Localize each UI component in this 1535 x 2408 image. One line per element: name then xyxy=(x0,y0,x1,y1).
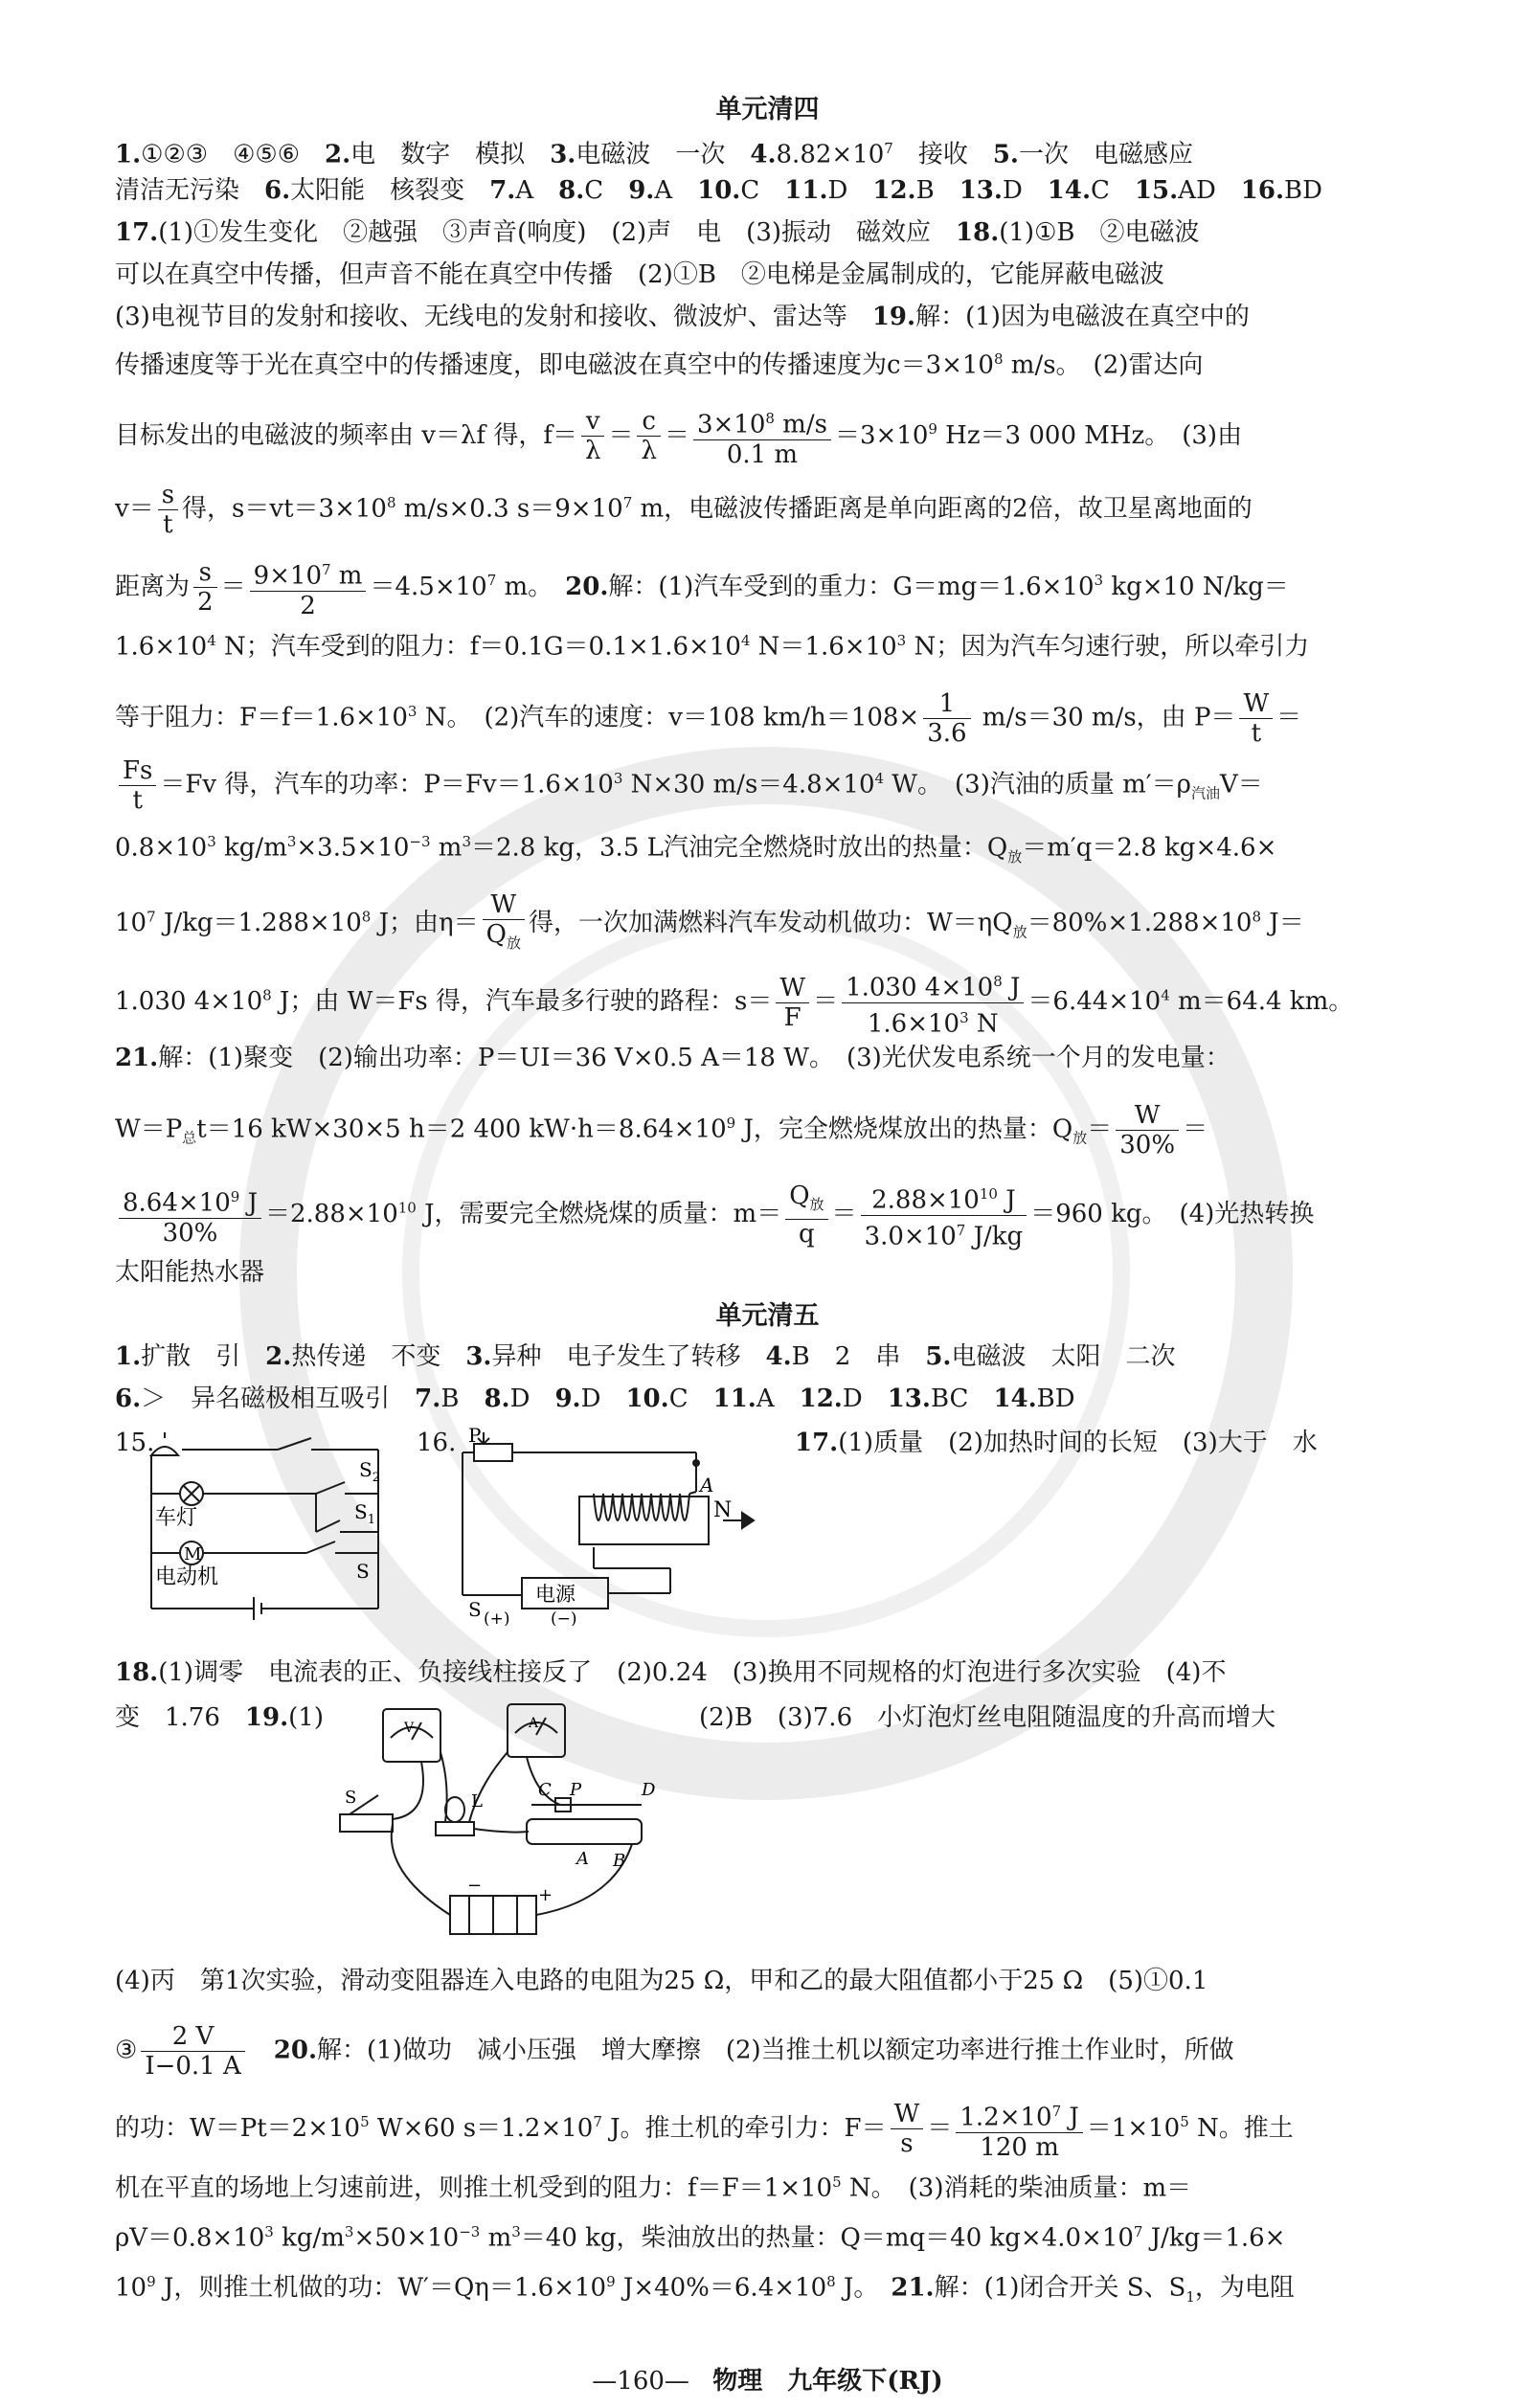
unit5-q20-line-3: 的功：$W=Pt=2\times 10^5$ W×60 $s=1.2\times 10^7$ J。推土机的牵引力：F＝ $\frac{W}{s}$ ＝ $\frac{1.2\times 10^7 J}{120 m}$ $=1\times 10^5$ N。推土 xyxy=(115,2097,1294,2162)
q19-minus-label: − xyxy=(467,1876,483,1896)
q16-plus-label: (+) xyxy=(484,1609,510,1626)
q19-l-label: L xyxy=(471,1791,483,1812)
q19-p-label: P xyxy=(570,1780,582,1800)
q19-a-label: A xyxy=(576,1849,589,1869)
unit5-q20-line-5: $\rho V=0.8\times 10^3$ $kg/m^3\times 50\times 10^{-3}$ $m^3=40$ kg，柴油放出的热量：Q＝mq＝40 $kg\times 4.0\times 10^7$ J/kg＝1.6× xyxy=(115,2223,1286,2253)
q16-minus-label: (−) xyxy=(551,1609,577,1626)
unit4-line-9: 距离为 $\frac{s}{2}$ ＝ $\frac{9\times 10^7 m}{2}$ $=4.5\times 10^7$ m。 20.解：(1)汽车受到的重力：$G=mg=1.6\times 10^3$ kg×10 N/kg＝ xyxy=(115,555,1289,620)
q15-s2-label: $S_2$ xyxy=(359,1458,380,1485)
page-number: —160— xyxy=(592,2367,689,2396)
unit4-line-19: 太阳能热水器 xyxy=(115,1258,265,1287)
ammeter-icon: A xyxy=(529,1716,539,1731)
unit4-line-14: $10^7$ $J/kg=1.288\times 10^8$ J；由η＝ W $Q_放$ 得，一次加满燃料汽车发动机做功：$W=\eta Q_放=80\%\times 1.288\times 10^8$ J＝ xyxy=(115,890,1304,953)
unit5-q20-line-6: $10^9$ J，则推土机做的功：$W'=Q\eta=1.6\times 10^9$ $J\times 40\%=6.4\times 10^8$ J。 21.解：(1)闭合开关 S、$S_1$，为电阻 xyxy=(115,2273,1295,2306)
q16-source-label: 电源 xyxy=(535,1583,576,1606)
unit4-line-1: 1.①②③ ④⑤⑥ 2.电 数字 模拟 3.电磁波 一次 $4.8.82\times 10^7$ 接收 5.一次 电磁感应 xyxy=(115,140,1194,169)
q19-s-label: S xyxy=(345,1788,357,1808)
q19-plus-label: + xyxy=(538,1885,553,1905)
unit4-line-5: (3)电视节目的发射和接收、无线电的发射和接收、微波炉、雷达等 19.解：(1)因为电磁波在真空中的 xyxy=(115,303,1250,331)
unit5-q18-line-2: 变 1.76 19.(1) xyxy=(115,1703,324,1732)
q16-s-label: S xyxy=(468,1598,482,1621)
q16-label: 16. xyxy=(417,1429,457,1457)
q19-circuit-figure xyxy=(326,1699,689,1952)
unit5-q20-line-2: ③ $\frac{2 V}{I-0.1 A}$ 20.解：(1)做功 减小压强 增大摩擦 (2)当推土机以额定功率进行推土作业时，所做 xyxy=(115,2022,1234,2081)
page-footer xyxy=(0,2361,1535,2397)
q15-lamp-label: 车灯 xyxy=(155,1506,198,1530)
unit4-line-6: 传播速度等于光在真空中的传播速度，即电磁波在真空中的传播速度为$c=3\times 10^8$ m/s。 (2)雷达向 xyxy=(115,350,1204,380)
subject-label: 物理 九年级下(RJ) xyxy=(712,2367,943,2396)
unit4-line-3: 17.(1)①发生变化 ②越强 ③声音(响度) (2)声 电 (3)振动 磁效应 18.(1)①B ②电磁波 xyxy=(115,218,1200,247)
unit4-line-12: $\frac{Fs}{t}$ ＝Fv 得，汽车的功率：$P=Fv=1.6\times 10^3$ N×30 $m/s=4.8\times 10^4$ W。 (3)汽油的质量 $m'=\rho_{汽油}V=$ xyxy=(115,756,1263,815)
q15-circuit-figure xyxy=(144,1427,393,1632)
unit5-line-1: 1.扩散 引 2.热传递 不变 3.异种 电子发生了转移 4.B 2 串 5.电磁波 太阳 二次 xyxy=(115,1342,1176,1371)
motor-icon: M xyxy=(184,1544,202,1564)
q15-label: 15. xyxy=(115,1429,155,1457)
q16-p-label: P xyxy=(468,1425,482,1447)
q19-d-label: D xyxy=(642,1780,656,1800)
q15-s-label: S xyxy=(356,1560,370,1583)
unit4-line-16: 21.解：(1)聚变 (2)输出功率：P＝UI＝36 V×0.5 A＝18 W。 (3)光伏发电系统一个月的发电量： xyxy=(115,1044,1230,1072)
unit4-line-10: $1.6\times 10^4$ N；汽车受到的阻力：$f=0.1G=0.1\times 1.6\times 10^4$ $N=1.6\times 10^3$ N；因为汽车匀速行驶，所以牵引力 xyxy=(115,632,1310,662)
q15-s1-label: $S_1$ xyxy=(354,1500,375,1527)
unit4-line-2: 清洁无污染 6.太阳能 核裂变 7.A 8.C 9.A 10.C 11.D 12.B 13.D 14.C 15.AD 16.BD xyxy=(115,176,1322,205)
unit4-line-15: 1.030 $4\times 10^8$ J；由 W＝Fs 得，汽车最多行驶的路程：s＝ $\frac{W}{F}$ ＝ $\frac{1.030 4\times 10^8 J}{1.6\times 10^3 N}$ $=6.44\times 10^4$ m＝64.4 km。 xyxy=(115,967,1353,1038)
q19-b-label: B xyxy=(613,1851,626,1871)
unit5-title: 单元清五 xyxy=(715,1301,820,1331)
unit5-q20-line-1: (4)丙 第1次实验，滑动变阻器连入电路的电阻为25 Ω，甲和乙的最大阻值都小于25 Ω (5)①0.1 xyxy=(115,1967,1208,1995)
q16-n-label: N xyxy=(713,1498,733,1522)
unit4-line-8: v＝ $\frac{s}{t}$ 得，$s=vt=3\times 10^8$ m/s×0.3 $s=9\times 10^7$ m，电磁波传播距离是单向距离的2倍，故卫星离地面的 xyxy=(115,481,1253,539)
q15-motor-label: 电动机 xyxy=(155,1565,219,1589)
unit5-line-2: 6.＞ 异名磁极相互吸引 7.B 8.D 9.D 10.C 11.A 12.D 13.BC 14.BD xyxy=(115,1384,1075,1413)
unit4-line-4: 可以在真空中传播，但声音不能在真空中传播 (2)①B ②电梯是金属制成的，它能屏蔽电磁波 xyxy=(115,260,1164,289)
q19-answer-rest: (2)B (3)7.6 小灯泡灯丝电阻随温度的升高而增大 xyxy=(699,1703,1276,1732)
unit5-q20-line-4: 机在平直的场地上匀速前进，则推土机受到的阻力：$f=F=1\times 10^5$ N。 (3)消耗的柴油质量：m＝ xyxy=(115,2173,1192,2203)
q17-answer: 17.(1)质量 (2)加热时间的长短 (3)大于 水 xyxy=(795,1429,1318,1457)
q19-c-label: C xyxy=(538,1780,552,1800)
q16-electromagnet-figure xyxy=(455,1425,771,1630)
voltmeter-icon: V xyxy=(404,1721,415,1736)
unit4-title: 单元清四 xyxy=(715,95,820,124)
unit4-line-13: $0.8\times 10^3$ $kg/m^3\times 3.5\times 10^{-3}$ $m^3=2.8$ kg，3.5 L汽油完全燃烧时放出的热量：$Q_放=m'q=2.8$ kg×4.6× xyxy=(115,833,1277,866)
unit4-line-18: $\frac{8.64\times 10^9 J}{30\%}$ $=2.88\times 10^{10}$ J，需要完全燃烧煤的质量：m＝ $Q_放$ q ＝ $\frac{2.88\times 10^{10} J}{3.0\times 10^7 J/kg}$ ＝960 kg。 (4)光热转换 xyxy=(115,1180,1314,1250)
unit4-line-7: 目标发出的电磁波的频率由 v＝λf 得，f＝ $\frac{v}{\lambda}$ ＝ $\frac{c}{\lambda}$ ＝ $\frac{3\times 10^8 m/s}{0.1 m}$ $=3\times 10^9$ Hz＝3 000 MHz。 (3)由 xyxy=(115,404,1242,469)
unit4-line-17: $W=P_总t=16$ kW×30×5 h＝2 400 $kW\cdot h=8.64\times 10^9$ J，完全燃烧煤放出的热量：$Q_放=$ $\frac{W}{30\%}$ ＝ xyxy=(115,1101,1208,1159)
unit4-line-11: 等于阻力：$F=f=1.6\times 10^3$ N。 (2)汽车的速度：v＝108 km/h＝108× $\frac{1}{3.6}$ m/s＝30 m/s，由 P＝ $\frac{W}{t}$ ＝ xyxy=(115,689,1302,748)
q16-a-label: A xyxy=(700,1474,714,1497)
unit5-q18-line-1: 18.(1)调零 电流表的正、负接线柱接反了 (2)0.24 (3)换用不同规格的灯泡进行多次实验 (4)不 xyxy=(115,1658,1227,1687)
